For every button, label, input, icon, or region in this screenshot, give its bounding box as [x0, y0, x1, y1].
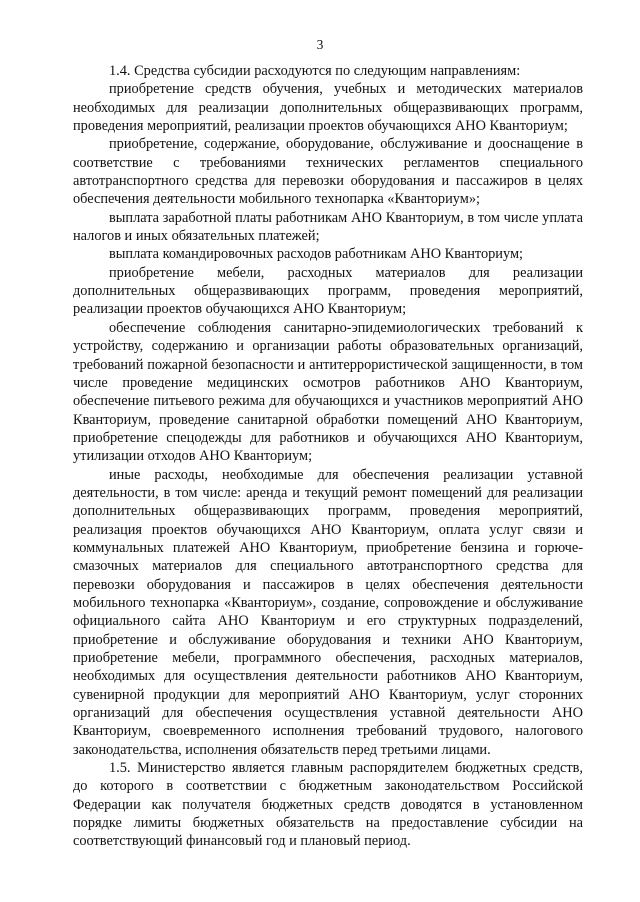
- paragraph-salaries: выплата заработной платы работникам АНО Кванториум, в том числе уплата налогов и иных обязательных платежей;: [73, 209, 583, 245]
- paragraph-vehicle: приобретение, содержание, оборудование, обслуживание и дооснащение в соответствие с требованиями технических регламентов специального автотранспортного средства для перевозки оборудования и пассажиров в целях обеспечения деятельности мобильного технопарка «Кванториум»;: [73, 136, 583, 208]
- paragraph-learning-materials: приобретение средств обучения, учебных и методических материалов необходимых для реализации дополнительных общеразвивающих программ, проведения мероприятий, реализации проектов обучающихся АНО Кванториум;: [73, 81, 583, 135]
- paragraph-sanitary-requirements: обеспечение соблюдения санитарно-эпидемиологических требований к устройству, содержанию и организации работы образовательных организаций, требований пожарной безопасности и антитеррористической защищенности, в том числе проведение медицинских осмотров работников АНО Кванториум, обеспечение питьевого режима для обучающихся и участников мероприятий АНО Кванториум, проведение санитарной обработки помещений АНО Кванториум, приобретение спецодежды для работников и обучающихся АНО Кванториум, утилизации отходов АНО Кванториум;: [73, 319, 583, 465]
- page-number: 3: [316, 37, 324, 52]
- paragraph-1-5-ministry: 1.5. Министерство является главным распорядителем бюджетных средств, до которого в соответствии с бюджетным законодательством Российской Федерации как получателя бюджетных средств доводятся в установленном порядке лимиты бюджетных обязательств на предоставление субсидии на соответствующий финансовый год и плановый период.: [73, 760, 583, 850]
- paragraph-other-expenses: иные расходы, необходимые для обеспечения реализации уставной деятельности, в том числе: аренда и текущий ремонт помещений для реализации дополнительных общеразвивающих программ, проведения мероприятий, реализация проектов обучающихся АНО Кванториум, оплата услуг связи и коммунальных платежей АНО Кванториум, приобретение бензина и горюче-смазочных материалов для специального автотранспортного средства для перевозки оборудования и пассажиров в целях обеспечения деятельности мобильного технопарка «Кванториум», создание, сопровождение и обслуживание официального сайта АНО Кванториум и его структурных подразделений, приобретение и обслуживание оборудования и техники АНО Кванториум, приобретение мебели, программного обеспечения, расходных материалов, необходимых для осуществления деятельности работников АНО Кванториум, сувенирной продукции для мероприятий АНО Кванториум, услуг сторонних организаций для обеспечения осуществления уставной деятельности АНО Кванториум, своевременного исполнения требований трудового, налогового законодательства, исполнения обязательств перед третьими лицами.: [73, 466, 583, 758]
- document-body: [73, 62, 583, 851]
- paragraph-travel-expenses: выплата командировочных расходов работникам АНО Кванториум;: [109, 246, 524, 263]
- paragraph-1-4-heading: 1.4. Средства субсидии расходуются по следующим направлениям:: [109, 63, 521, 79]
- paragraph-furniture: приобретение мебели, расходных материалов для реализации дополнительных общеразвивающих программ, проведения мероприятий, реализации проектов обучающихся АНО Кванториум;: [73, 264, 583, 318]
